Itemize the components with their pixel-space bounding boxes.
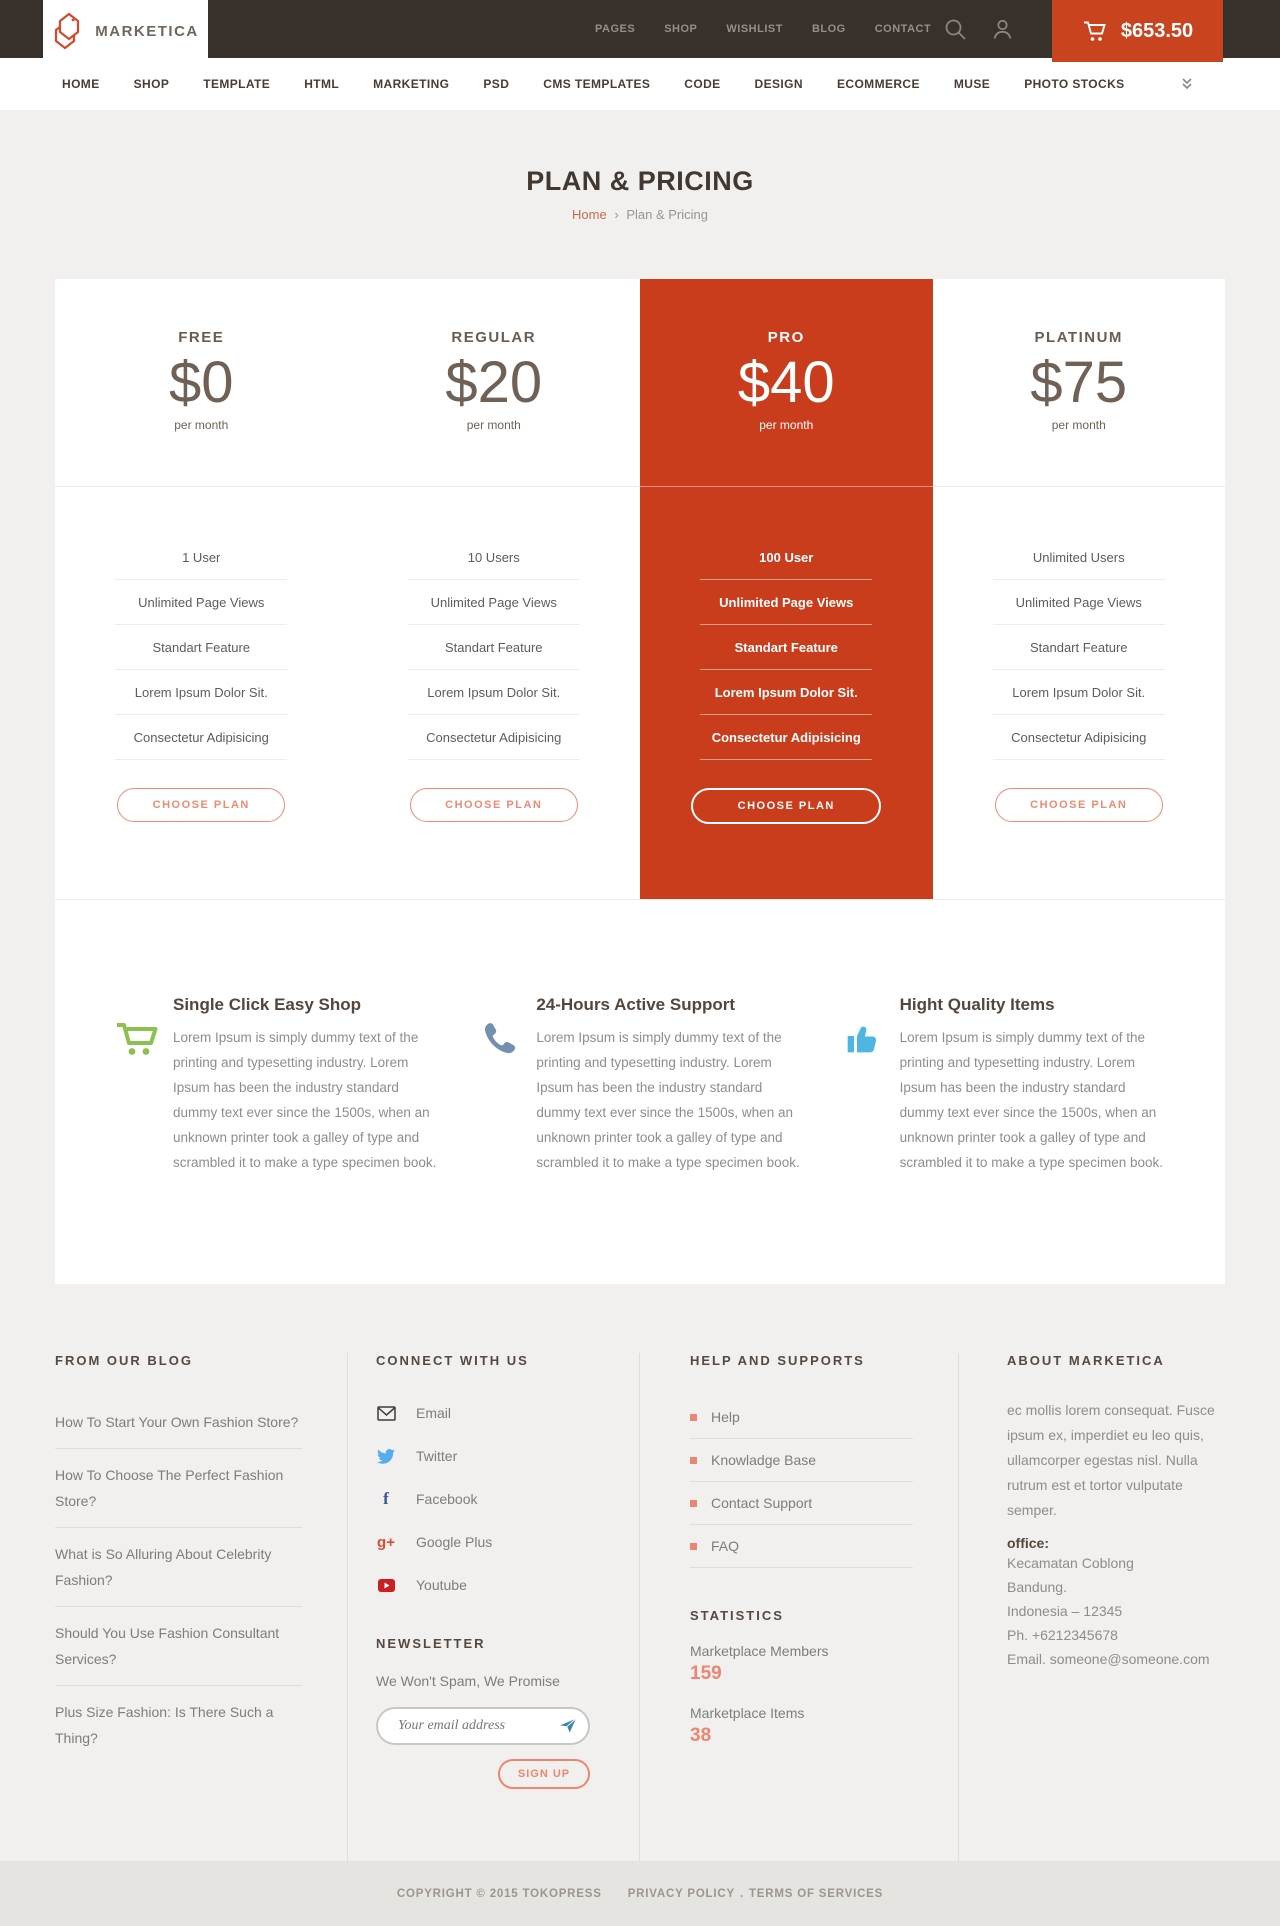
plan-bottom-spacer (933, 822, 1226, 897)
stat-label: Marketplace Members (690, 1643, 829, 1659)
social-label: Google Plus (416, 1534, 493, 1550)
social-label: Twitter (416, 1448, 458, 1464)
blog-post-item (55, 1686, 302, 1764)
nav-psd[interactable]: PSD (483, 77, 510, 91)
help-link[interactable]: Help (711, 1409, 740, 1425)
terms-link[interactable]: TERMS OF SERVICES (748, 1887, 884, 1900)
footer-columns (55, 1353, 1225, 1861)
plan-period: per month (1051, 418, 1106, 432)
newsletter-subtext: We Won't Spam, We Promise (376, 1673, 560, 1689)
chevron-double-down-icon[interactable] (1179, 77, 1195, 91)
help-link[interactable]: Contact Support (711, 1495, 813, 1511)
link-separator: . (739, 1887, 744, 1900)
plan-bottom-spacer (348, 822, 641, 897)
plan-period: per month (759, 418, 814, 432)
help-item (690, 1396, 913, 1439)
cart-button[interactable] (1052, 0, 1223, 62)
blog-post-item (55, 1396, 302, 1449)
privacy-policy-link[interactable]: PRIVACY POLICY (627, 1887, 735, 1900)
topnav-contact[interactable]: CONTACT (874, 23, 932, 35)
stat-value: 38 (690, 1725, 712, 1746)
plan-header (933, 279, 1226, 487)
copyright-text: COPYRIGHT © 2015 TOKOPRESS (396, 1887, 602, 1900)
plan-feature: Lorem Ipsum Dolor Sit. (933, 670, 1226, 715)
address-line: Bandung. (1007, 1579, 1067, 1595)
footer-about-heading: ABOUT MARKETICA (1007, 1353, 1165, 1368)
help-link[interactable]: FAQ (711, 1538, 740, 1554)
benefit-text: Lorem Ipsum is simply dummy text of the printing and typesetting industry. Lorem Ipsum has been the industry standard dummy text ever since the 1500s, when an unknown printer took a galley of type and scrambled it to make a type specimen book. (899, 1030, 1164, 1170)
plan-feature-list (640, 487, 933, 760)
blog-post-item (55, 1607, 302, 1686)
stat-label: Marketplace Items (690, 1705, 805, 1721)
blog-post-link[interactable]: What is So Alluring About Celebrity Fashion? (55, 1546, 272, 1588)
twitter-icon (376, 1449, 396, 1464)
plan-name: PRO (767, 329, 805, 346)
plan-feature: Consectetur Adipisicing (640, 715, 933, 760)
breadcrumb-separator: › (614, 207, 619, 222)
newsletter-section (376, 1636, 614, 1789)
plan-feature: Unlimited Page Views (640, 580, 933, 625)
newsletter-heading: NEWSLETTER (376, 1636, 486, 1651)
social-label: Youtube (416, 1577, 467, 1593)
plan-feature-list (933, 487, 1226, 760)
address-line: Ph. +6212345678 (1007, 1627, 1118, 1643)
footer-blog-heading: FROM OUR BLOG (55, 1353, 193, 1368)
plan-column-pro (640, 279, 933, 899)
about-text: ec mollis lorem consequat. Fusce ipsum ex, imperdiet eu leo quis, ullamcorper egestas nisl. Nulla rutrum est et tortor vulputate semper. (1007, 1402, 1215, 1518)
copyright-bar (0, 1861, 1280, 1926)
plan-header (55, 279, 348, 487)
office-label: office: (1007, 1535, 1049, 1551)
blog-post-list (55, 1396, 302, 1764)
top-icons (943, 0, 1015, 58)
social-label: Email (416, 1405, 452, 1421)
footer-about-column (958, 1353, 1225, 1861)
topnav-blog[interactable]: BLOG (811, 23, 846, 35)
benefit-quality (842, 995, 1165, 1284)
nav-design[interactable]: DESIGN (754, 77, 803, 91)
plan-feature-list (348, 487, 641, 760)
blog-post-link[interactable]: Should You Use Fashion Consultant Services? (55, 1625, 280, 1667)
benefit-easy-shop (115, 995, 438, 1284)
top-nav (595, 0, 931, 58)
choose-plan-button-free[interactable]: CHOOSE PLAN (117, 788, 285, 822)
brand-logo[interactable] (43, 0, 208, 62)
help-item (690, 1525, 913, 1568)
choose-plan-button-platinum[interactable]: CHOOSE PLAN (995, 788, 1163, 822)
topnav-pages[interactable]: PAGES (595, 23, 636, 35)
facebook-icon: f (383, 1489, 389, 1508)
plan-feature-list (55, 487, 348, 760)
cart-icon (1082, 19, 1108, 44)
nav-ecommerce[interactable]: ECOMMERCE (836, 77, 920, 91)
plan-column-free (55, 279, 348, 899)
plan-feature: Standart Feature (348, 625, 641, 670)
benefit-text: Lorem Ipsum is simply dummy text of the printing and typesetting industry. Lorem Ipsum has been the industry standard dummy text ever since the 1500s, when an unknown printer took a galley of type and scrambled it to make a type specimen book. (536, 1030, 800, 1170)
breadcrumb (0, 207, 1280, 222)
newsletter-input-wrap (376, 1707, 590, 1745)
social-email-link[interactable] (376, 1400, 614, 1426)
plan-bottom-spacer (55, 822, 348, 897)
nav-photo-stocks[interactable]: PHOTO STOCKS (1024, 77, 1125, 91)
phone-icon (478, 1019, 518, 1059)
plan-name: REGULAR (451, 329, 537, 346)
plan-feature: Lorem Ipsum Dolor Sit. (640, 670, 933, 715)
youtube-icon (376, 1579, 396, 1592)
footer-help-heading: HELP AND SUPPORTS (690, 1353, 865, 1368)
address-line: Email. someone@someone.com (1007, 1651, 1210, 1667)
plan-feature: Lorem Ipsum Dolor Sit. (348, 670, 641, 715)
social-label: Facebook (416, 1491, 478, 1507)
nav-html[interactable]: HTML (304, 77, 340, 91)
plan-feature: Standart Feature (55, 625, 348, 670)
plan-price: $75 (1030, 350, 1128, 415)
benefits-section (55, 900, 1225, 1284)
office-address (1007, 1551, 1220, 1671)
plan-column-platinum (933, 279, 1226, 899)
main-nav (0, 58, 1280, 110)
address-line: Kecamatan Coblong (1007, 1555, 1134, 1571)
topnav-wishlist[interactable]: WISHLIST (726, 23, 783, 35)
benefit-support (478, 995, 801, 1284)
stat-value: 159 (690, 1663, 722, 1684)
plan-column-regular (348, 279, 641, 899)
plan-period: per month (174, 418, 229, 432)
search-icon[interactable] (943, 17, 968, 42)
plan-feature: Unlimited Page Views (348, 580, 641, 625)
choose-plan-button-regular[interactable]: CHOOSE PLAN (410, 788, 578, 822)
topnav-shop[interactable]: SHOP (664, 23, 698, 35)
email-icon (376, 1406, 396, 1421)
top-bar (0, 0, 1280, 58)
blog-post-link[interactable]: How To Choose The Perfect Fashion Store? (55, 1467, 284, 1509)
breadcrumb-home-link[interactable]: Home (572, 207, 607, 222)
benefit-title: 24-Hours Active Support (536, 995, 736, 1014)
benefit-text: Lorem Ipsum is simply dummy text of the printing and typesetting industry. Lorem Ipsum has been the industry standard dummy text ever since the 1500s, when an unknown printer took a galley of type and scrambled it to make a type specimen book. (173, 1030, 437, 1170)
help-link[interactable]: Knowladge Base (711, 1452, 817, 1468)
plan-price: $20 (445, 350, 543, 415)
plan-feature: 1 User (55, 535, 348, 580)
plan-price: $40 (737, 350, 835, 415)
help-item (690, 1439, 913, 1482)
help-link-list (690, 1396, 913, 1568)
page-title: PLAN & PRICING (526, 166, 754, 196)
footer (0, 1284, 1280, 1861)
sign-up-button[interactable]: SIGN UP (498, 1759, 590, 1789)
statistics-section (690, 1608, 913, 1747)
help-item (690, 1482, 913, 1525)
plan-name: FREE (178, 329, 225, 346)
plan-feature: Lorem Ipsum Dolor Sit. (55, 670, 348, 715)
footer-blog-column (55, 1353, 347, 1861)
send-icon[interactable] (558, 1715, 578, 1735)
nav-marketing[interactable]: MARKETING (373, 77, 450, 91)
plan-name: PLATINUM (1034, 329, 1123, 346)
plan-feature: Unlimited Page Views (933, 580, 1226, 625)
plan-feature: Consectetur Adipisicing (55, 715, 348, 760)
plan-feature: Consectetur Adipisicing (933, 715, 1226, 760)
cart-total: $653.50 (1120, 19, 1194, 42)
blog-post-link[interactable]: How To Start Your Own Fashion Store? (55, 1414, 299, 1430)
footer-connect-heading: CONNECT WITH US (376, 1353, 529, 1368)
page-heading-section (0, 110, 1280, 279)
choose-plan-button-pro[interactable]: CHOOSE PLAN (691, 788, 881, 824)
plan-period: per month (466, 418, 521, 432)
plan-feature: 10 Users (348, 535, 641, 580)
social-youtube-link[interactable] (376, 1572, 614, 1598)
social-list (376, 1400, 614, 1598)
footer-connect-column (347, 1353, 639, 1861)
blog-post-item (55, 1528, 302, 1607)
statistics-heading: STATISTICS (690, 1608, 784, 1623)
plan-header (640, 279, 933, 487)
benefit-title: Single Click Easy Shop (173, 995, 362, 1014)
cart-icon (115, 1019, 159, 1059)
plan-bottom-spacer (640, 824, 933, 899)
brand-name: MARKETICA (95, 22, 199, 40)
nav-shop[interactable]: SHOP (133, 77, 170, 91)
plan-feature: Standart Feature (640, 625, 933, 670)
plan-price: $0 (168, 350, 234, 415)
nav-home[interactable]: HOME (62, 77, 100, 91)
blog-post-link[interactable]: Plus Size Fashion: Is There Such a Thing? (55, 1704, 274, 1746)
address-line: Indonesia – 12345 (1007, 1603, 1123, 1619)
footer-help-column (639, 1353, 958, 1861)
nav-muse[interactable]: MUSE (953, 77, 991, 91)
blog-post-item (55, 1449, 302, 1528)
tag-logo-icon (52, 11, 86, 51)
nav-code[interactable]: CODE (684, 77, 721, 91)
social-facebook-link[interactable] (376, 1486, 614, 1512)
plan-feature: Standart Feature (933, 625, 1226, 670)
plan-feature: Unlimited Users (933, 535, 1226, 580)
content-box (55, 279, 1225, 1284)
plan-header (348, 279, 641, 487)
social-google-plus-link[interactable] (376, 1529, 614, 1555)
nav-cms-templates[interactable]: CMS TEMPLATES (543, 77, 651, 91)
social-twitter-link[interactable] (376, 1443, 614, 1469)
nav-template[interactable]: TEMPLATE (203, 77, 271, 91)
user-account-icon[interactable] (990, 17, 1015, 42)
benefit-title: Hight Quality Items (899, 995, 1055, 1014)
breadcrumb-current: Plan & Pricing (626, 207, 708, 222)
plan-feature: Consectetur Adipisicing (348, 715, 641, 760)
google-plus-icon: g+ (377, 1533, 395, 1551)
plan-feature: Unlimited Page Views (55, 580, 348, 625)
thumbs-up-icon (842, 1019, 882, 1059)
plan-feature: 100 User (640, 535, 933, 580)
pricing-table (55, 279, 1225, 900)
